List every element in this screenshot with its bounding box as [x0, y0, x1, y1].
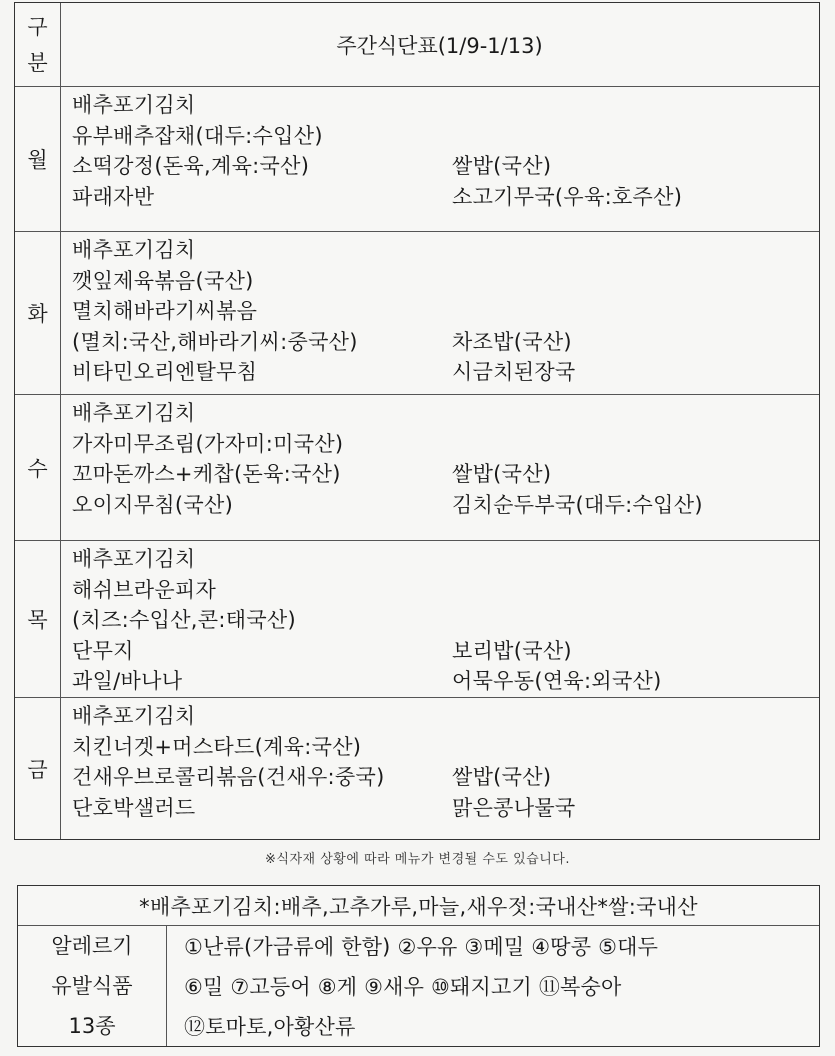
menu-change-note: ※식자재 상황에 따라 메뉴가 변경될 수도 있습니다. [265, 852, 570, 867]
menu-item: 오이지무침(국산) [72, 492, 234, 517]
allergy-label-line: 알레르기 [51, 933, 133, 958]
menu-line [72, 151, 813, 182]
menu-line [72, 235, 813, 266]
menu-item: 배추포기김치 [72, 704, 196, 728]
menu-item: 배추포기김치 [72, 238, 196, 262]
menu-line [72, 182, 813, 213]
allergy-label [18, 925, 167, 1046]
menu-item-right: 쌀밥(국산) [452, 765, 552, 789]
menu-line [72, 732, 813, 763]
category-header-line2: 분 [27, 50, 48, 75]
menu-item-right: 쌀밥(국산) [452, 154, 552, 178]
menu-line [72, 605, 813, 636]
menu-line [72, 357, 813, 388]
menu-title: 주간식단표(1/9-1/13) [336, 33, 543, 58]
menu-line [72, 793, 813, 824]
menu-line [72, 459, 813, 490]
weekly-menu-table [14, 2, 820, 840]
menu-line [72, 544, 813, 575]
menu-item: 배추포기김치 [72, 401, 196, 425]
allergy-line: ⑫토마토,아황산류 [184, 1015, 356, 1039]
menu-item: 단무지 [72, 638, 134, 663]
day-label: 목 [15, 541, 61, 697]
menu-line [72, 296, 813, 327]
menu-item: 소떡강정(돈육,계육:국산) [72, 154, 310, 178]
menu-item: 깻잎제육볶음(국산) [72, 268, 254, 293]
menu-line [72, 636, 813, 667]
menu-item-right: 김치순두부국(대두:수입산) [452, 492, 703, 517]
menu-item: 비타민오리엔탈무침 [72, 360, 258, 384]
menu-line [72, 490, 813, 521]
menu-line [72, 666, 813, 697]
menu-item: 파래자반 [72, 184, 155, 209]
menu-item: 과일/바나나 [72, 669, 183, 693]
origin-allergy-table [17, 885, 820, 1047]
menu-line [72, 575, 813, 606]
allergy-line: ⑥밀 ⑦고등어 ⑧게 ⑨새우 ⑩돼지고기 ⑪복숭아 [184, 975, 622, 999]
menu-line [72, 701, 813, 732]
menu-item: 꼬마돈까스+케찹(돈육:국산) [72, 462, 341, 486]
menu-items [72, 701, 813, 823]
day-row-thursday [15, 541, 819, 698]
category-header [15, 3, 61, 86]
menu-item: (멸치:국산,해바라기씨:중국산) [72, 329, 358, 354]
menu-line [72, 327, 813, 358]
menu-item-right: 시금치된장국 [452, 360, 576, 384]
menu-item: 건새우브로콜리볶음(건새우:중국) [72, 765, 385, 789]
menu-item: 단호박샐러드 [72, 795, 196, 820]
menu-item: 배추포기김치 [72, 547, 196, 571]
day-row-monday [15, 87, 819, 232]
day-row-wednesday [15, 395, 819, 541]
menu-line [72, 266, 813, 297]
menu-line [72, 762, 813, 793]
menu-item-right: 쌀밥(국산) [452, 462, 552, 486]
menu-item: 배추포기김치 [72, 93, 196, 117]
day-row-tuesday [15, 232, 819, 395]
menu-items [72, 544, 813, 697]
menu-line [72, 429, 813, 460]
menu-line [72, 121, 813, 152]
menu-item-right: 어묵우동(연육:외국산) [452, 669, 662, 693]
menu-item-right: 차조밥(국산) [452, 329, 572, 354]
menu-item: 해쉬브라운피자 [72, 577, 217, 602]
menu-items [72, 235, 813, 388]
menu-item: 유부배추잡채(대두:수입산) [72, 123, 323, 148]
day-label: 월 [15, 87, 61, 231]
menu-item-right: 보리밥(국산) [452, 638, 572, 663]
menu-item: (치즈:수입산,콘:태국산) [72, 608, 296, 632]
header-row [15, 3, 819, 87]
allergy-label-line: 13종 [68, 1013, 116, 1038]
menu-item: 가자미무조림(가자미:미국산) [72, 431, 344, 456]
menu-item: 멸치해바라기씨볶음 [72, 299, 258, 323]
allergy-list [166, 925, 819, 1046]
allergy-label-line: 유발식품 [51, 973, 133, 998]
category-header-line1: 구 [27, 14, 48, 39]
menu-item-right: 소고기무국(우육:호주산) [452, 184, 683, 209]
day-row-friday [15, 698, 819, 839]
menu-items [72, 398, 813, 520]
menu-item: 치킨너겟+머스타드(계육:국산) [72, 734, 362, 759]
day-label: 수 [15, 395, 61, 540]
day-label: 금 [15, 698, 61, 839]
kimchi-origin: *배추포기김치:배추,고추가루,마늘,새우젓:국내산*쌀:국내산 [18, 886, 819, 926]
menu-line [72, 398, 813, 429]
menu-item-right: 맑은콩나물국 [452, 795, 576, 820]
menu-line [72, 90, 813, 121]
menu-items [72, 90, 813, 212]
day-label: 화 [15, 232, 61, 394]
allergy-line: ①난류(가금류에 한함) ②우유 ③메밀 ④땅콩 ⑤대두 [184, 935, 659, 959]
